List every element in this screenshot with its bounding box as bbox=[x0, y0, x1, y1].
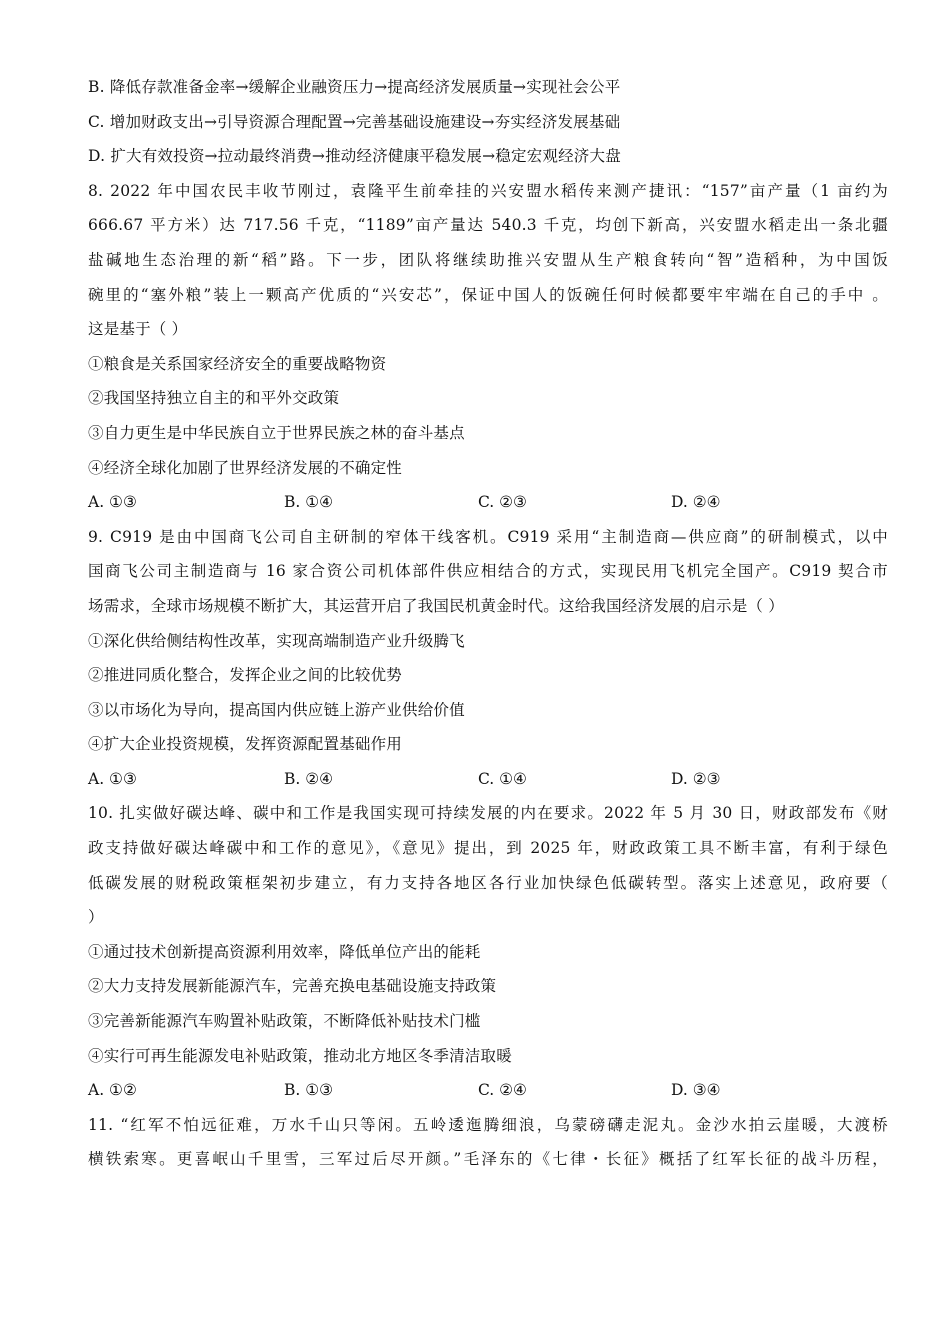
q8-stem-line: 盐碱地生态治理的新“稻”路。下一步，团队将继续助推兴安盟从生产粮食转向“智”造稻种，为中国饭 bbox=[88, 250, 888, 269]
q7-option-d: D. 扩大有效投资→拉动最终消费→推动经济健康平稳发展→稳定宏观经济大盘 bbox=[88, 147, 621, 166]
q9-options bbox=[88, 762, 888, 797]
q10-stem-line: ） bbox=[88, 908, 104, 927]
q8-options bbox=[88, 485, 888, 520]
q7-option-c: C. 增加财政支出→引导资源合理配置→完善基础设施建设→夯实经济发展基础 bbox=[88, 112, 621, 131]
q10-stem-line: 10. 扎实做好碳达峰、碳中和工作是我国实现可持续发展的内在要求。2022 年 5 月 30 日，财政部发布《财 bbox=[88, 804, 888, 823]
q7-option-b: B. 降低存款准备金率→缓解企业融资压力→提高经济发展质量→实现社会公平 bbox=[88, 78, 621, 96]
q8-option-b[interactable]: B. ①④ bbox=[284, 493, 334, 512]
q11-stem-line: 横铁索寒。更喜岷山千里雪，三军过后尽开颜。”毛泽东的《七律・长征》概括了红军长征的战斗历程， bbox=[88, 1150, 888, 1169]
q8-stem-line: 8. 2022 年中国农民丰收节刚过，袁隆平生前牵挂的兴安盟水稻传来测产捷讯：“157”亩产量（1 亩约为 bbox=[88, 181, 888, 200]
q8-option-d[interactable]: D. ②④ bbox=[671, 493, 721, 512]
q9-statement-4: ④扩大企业投资规模，发挥资源配置基础作用 bbox=[88, 735, 403, 754]
q10-option-c[interactable]: C. ②④ bbox=[478, 1081, 527, 1100]
q9-stem-line: 场需求，全球市场规模不断扩大，其运营开启了我国民机黄金时代。这给我国经济发展的启示是（ ） bbox=[88, 596, 784, 615]
q8-option-a[interactable]: A. ①③ bbox=[88, 493, 137, 512]
q10-stem-line: 政支持做好碳达峰碳中和工作的意见》，《意见》提出，到 2025 年，财政政策工具不断丰富，有利于绿色 bbox=[88, 839, 888, 858]
q9-stem-line: 国商飞公司主制造商与 16 家合资公司机体部件供应相结合的方式，实现民用飞机完全国产。C919 契合市 bbox=[88, 562, 888, 581]
q9-option-a[interactable]: A. ①③ bbox=[88, 769, 137, 788]
q10-option-a[interactable]: A. ①② bbox=[88, 1081, 137, 1100]
q10-statement-1: ①通过技术创新提高资源利用效率，降低单位产出的能耗 bbox=[88, 942, 481, 961]
q8-statement-3: ③自力更生是中华民族自立于世界民族之林的奋斗基点 bbox=[88, 423, 465, 442]
q10-statement-2: ②大力支持发展新能源汽车，完善充换电基础设施支持政策 bbox=[88, 977, 497, 996]
q9-statement-2: ②推进同质化整合，发挥企业之间的比较优势 bbox=[88, 666, 403, 685]
q9-option-c[interactable]: C. ①④ bbox=[478, 769, 527, 788]
q9-statement-3: ③以市场化为导向，提高国内供应链上游产业供给价值 bbox=[88, 700, 465, 719]
q10-statement-3: ③完善新能源汽车购置补贴政策，不断降低补贴技术门槛 bbox=[88, 1012, 481, 1031]
q10-statement-4: ④实行可再生能源发电补贴政策，推动北方地区冬季清洁取暖 bbox=[88, 1046, 512, 1065]
q10-option-d[interactable]: D. ③④ bbox=[671, 1081, 721, 1100]
q8-statement-1: ①粮食是关系国家经济安全的重要战略物资 bbox=[88, 354, 387, 373]
q8-stem-line: 这是基于（ ） bbox=[88, 320, 188, 339]
q8-stem-line: 666.67 平方米）达 717.56 千克，“1189”亩产量达 540.3 千克，均创下新高，兴安盟水稻走出一条北疆 bbox=[88, 216, 888, 235]
q8-statement-4: ④经济全球化加剧了世界经济发展的不确定性 bbox=[88, 458, 403, 477]
q10-stem-line: 低碳发展的财税政策框架初步建立，有力支持各地区各行业加快绿色低碳转型。落实上述意见，政府要（ bbox=[88, 873, 888, 892]
q9-stem-line: 9. C919 是由中国商飞公司自主研制的窄体干线客机。C919 采用“主制造商—供应商”的研制模式，以中 bbox=[88, 527, 888, 546]
q8-option-c[interactable]: C. ②③ bbox=[478, 493, 527, 512]
q11-stem-line: 11. “红军不怕远征难，万水千山只等闲。五岭逶迤腾细浪，乌蒙磅礴走泥丸。金沙水拍云崖暖，大渡桥 bbox=[88, 1115, 888, 1134]
q9-option-b[interactable]: B. ②④ bbox=[284, 769, 334, 788]
q9-option-d[interactable]: D. ②③ bbox=[671, 769, 721, 788]
q10-option-b[interactable]: B. ①③ bbox=[284, 1081, 334, 1100]
q8-stem-line: 碗里的“塞外粮”装上一颗高产优质的“兴安芯”，保证中国人的饭碗任何时候都要牢牢端在自己的手中 。 bbox=[88, 285, 888, 304]
q8-statement-2: ②我国坚持独立自主的和平外交政策 bbox=[88, 389, 340, 408]
exam-content bbox=[88, 70, 888, 1177]
q9-statement-1: ①深化供给侧结构性改革，实现高端制造产业升级腾飞 bbox=[88, 631, 465, 650]
q10-options bbox=[88, 1073, 888, 1108]
